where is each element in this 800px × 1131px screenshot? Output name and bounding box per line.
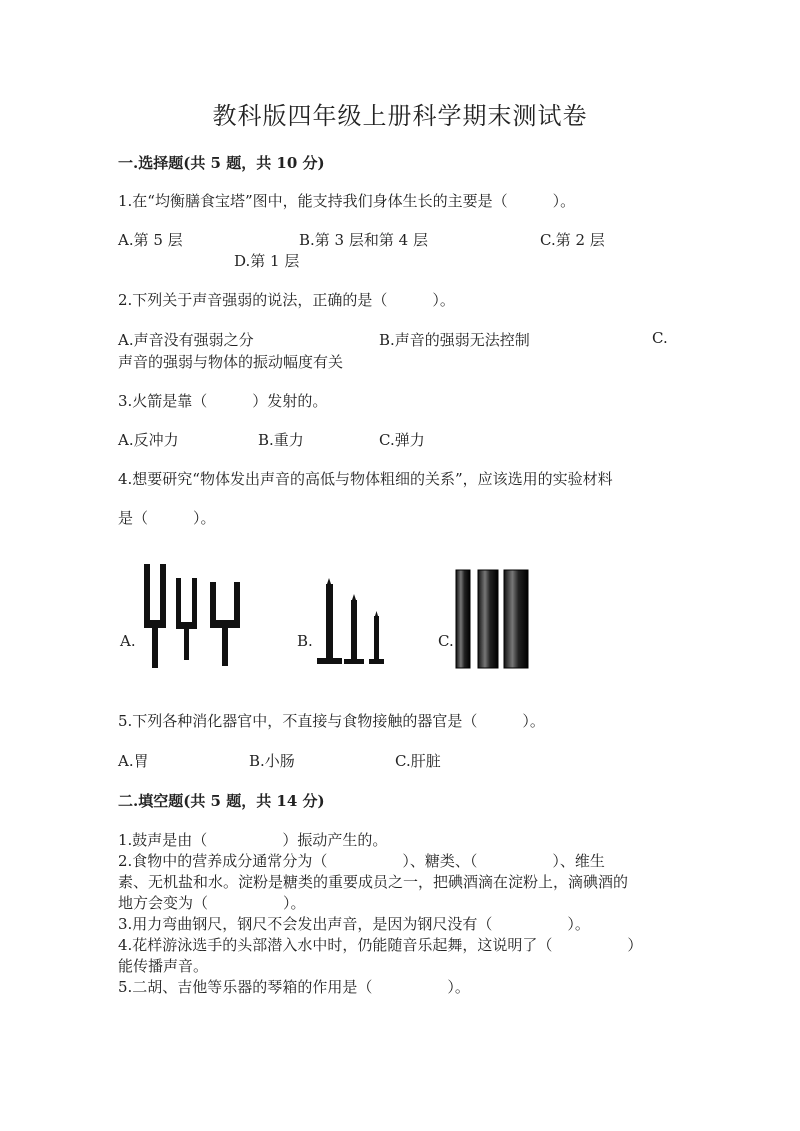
fill-in-line-2: 2.食物中的营养成分通常分为（ ）、糖类、（ ）、维生 [118,852,605,870]
nails-image [315,576,395,670]
question-1-stem: 1.在“均衡膳食宝塔”图中，能支持我们身体生长的主要是（ ）。 [118,192,576,210]
question-5-option-a: A.胃 [118,752,149,770]
fill-in-line-7: 能传播声音。 [118,957,209,975]
fill-in-line-3: 素、无机盐和水。淀粉是糖类的重要成员之一，把碘酒滴在淀粉上，滴碘酒的 [118,873,629,891]
page-title: 教科版四年级上册科学期末测试卷 [212,102,588,130]
fill-in-line-5: 3.用力弯曲钢尺，钢尺不会发出声音，是因为钢尺没有（ ）。 [118,915,590,933]
question-4-stem-line1: 4.想要研究“物体发出声音的高低与物体粗细的关系”，应该选用的实验材料 [118,470,613,488]
question-5-option-b: B.小肠 [249,752,295,770]
question-2-option-a: A.声音没有强弱之分 [118,331,254,349]
question-3-option-b: B.重力 [258,431,304,449]
question-5-stem: 5.下列各种消化器官中，不直接与食物接触的器官是（ ）。 [118,712,545,730]
fill-in-line-6: 4.花样游泳选手的头部潜入水中时，仍能随音乐起舞，这说明了（ ） [118,936,643,954]
question-2-option-c-text: 声音的强弱与物体的振动幅度有关 [118,353,344,371]
question-1-option-b: B.第 3 层和第 4 层 [299,231,428,249]
question-2-option-c-label: C. [652,329,668,347]
question-2-stem: 2.下列关于声音强弱的说法，正确的是（ ）。 [118,291,455,309]
metal-rods-image [452,568,532,670]
section-heading-choice: 一.选择题(共 5 题，共 10 分) [118,154,325,172]
section-heading-fill-in: 二.填空题(共 5 题，共 14 分) [118,792,325,810]
question-1-option-c: C.第 2 层 [540,231,605,249]
tuning-forks-image [140,562,250,670]
question-4-option-b-label: B. [297,632,313,650]
question-3-stem: 3.火箭是靠（ ）发射的。 [118,392,328,410]
question-4-option-a-label: A. [120,632,136,650]
question-1-option-d: D.第 1 层 [234,252,300,270]
question-1-option-a: A.第 5 层 [118,231,183,249]
question-4-stem-line2: 是（ ）。 [118,509,216,527]
question-5-option-c: C.肝脏 [395,752,441,770]
fill-in-line-4: 地方会变为（ ）。 [118,894,306,912]
question-4-option-c-label: C. [438,632,454,650]
question-3-option-c: C.弹力 [379,431,425,449]
question-3-option-a: A.反冲力 [118,431,179,449]
fill-in-line-8: 5.二胡、吉他等乐器的琴箱的作用是（ ）。 [118,978,470,996]
question-2-option-b: B.声音的强弱无法控制 [379,331,530,349]
fill-in-line-1: 1.鼓声是由（ ）振动产生的。 [118,831,388,849]
